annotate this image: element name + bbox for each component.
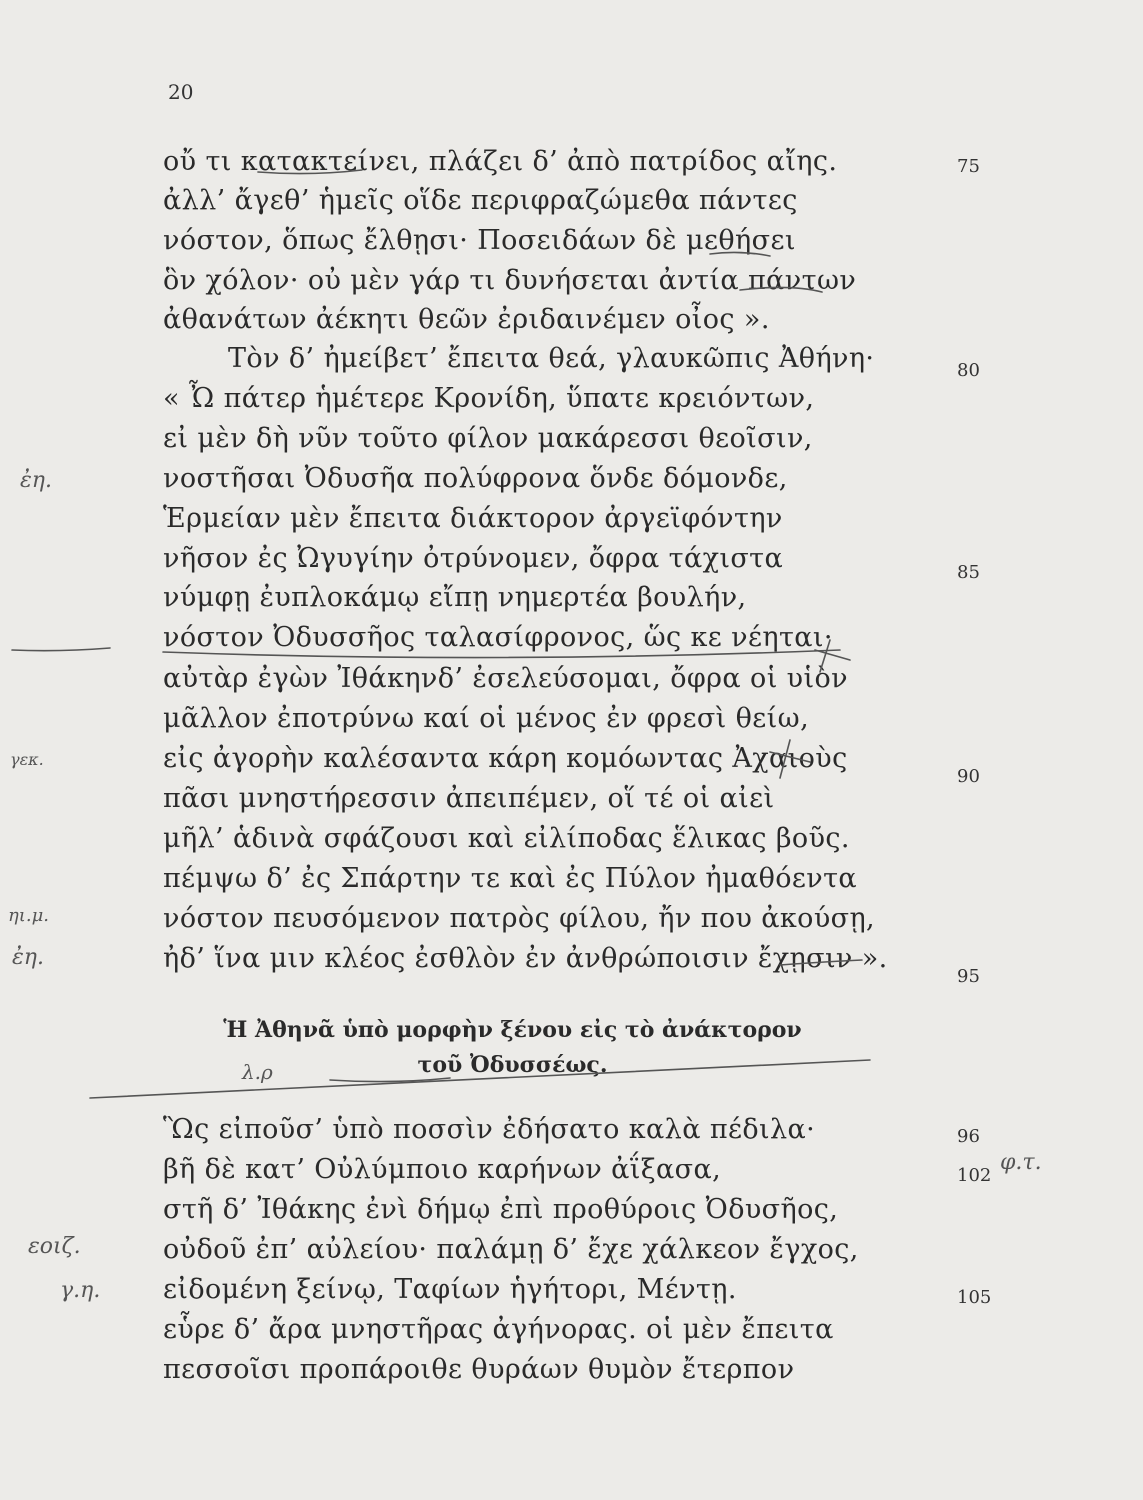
verse-line: βῆ δὲ κατ’ Οὐλύμποιο καρήνων ἀΐξασα, (163, 1154, 722, 1185)
line-number: 105 (957, 1287, 992, 1308)
line-number: 102 (957, 1165, 992, 1186)
verse-line: πέμψω δ’ ἐς Σπάρτην τε καὶ ἐς Πύλον ἠμαθόεντα (163, 863, 858, 894)
verse-line: Τὸν δ’ ἠμείβετ’ ἔπειτα θεά, γλαυκῶπις Ἀθήνη· (228, 343, 875, 374)
margin-stroke (815, 640, 850, 672)
margin-note: φ.τ. (1000, 1150, 1042, 1175)
verse-line: πᾶσι μνηστήρεσσιν ἀπειπέμεν, οἵ τέ οἱ αἰεὶ (163, 783, 775, 814)
verse-line: στῆ δ’ Ἰθάκης ἐνὶ δήμῳ ἐπὶ προθύροις Ὀδυσῆος, (163, 1194, 839, 1225)
line-number: 95 (957, 966, 980, 987)
pen-tick (770, 740, 810, 778)
margin-note: ἐη. (20, 468, 52, 493)
verse-line: ὃν χόλον· οὐ μὲν γάρ τι δυνήσεται ἀντία πάντων (163, 265, 857, 296)
line-number: 75 (957, 156, 980, 177)
verse-line: Ὣς εἰποῦσ’ ὑπὸ ποσσὶν ἐδήσατο καλὰ πέδιλα· (163, 1114, 816, 1145)
margin-note: εοιζ. (28, 1234, 81, 1259)
underline-mark (163, 650, 840, 658)
verse-line: νῆσον ἐς Ὠγυγίην ὀτρύνομεν, ὄφρα τάχιστα (163, 543, 784, 574)
line-number: 90 (957, 766, 980, 787)
verse-line: εἰδομένη ξείνῳ, Ταφίων ἡγήτορι, Μέντῃ. (163, 1274, 737, 1305)
margin-stroke (12, 648, 110, 651)
verse-line: νύμφῃ ἐυπλοκάμῳ εἴπῃ νημερτέα βουλήν, (163, 582, 747, 613)
verse-line: νόστον πευσόμενον πατρὸς φίλου, ἤν που ἀκούσῃ, (163, 903, 876, 934)
page-number: 20 (168, 80, 194, 104)
section-heading-line-2: τοῦ Ὀδυσσέως. (417, 1052, 608, 1078)
verse-line: μῆλ’ ἁδινὰ σφάζουσι καὶ εἰλίποδας ἕλικας βοῦς. (163, 823, 850, 854)
verse-line: Ἑρμείαν μὲν ἔπειτα διάκτορον ἀργεϊφόντην (163, 503, 783, 534)
margin-note: λ.ρ (242, 1060, 273, 1084)
section-heading: Ἡ Ἀθηνᾶ ὑπὸ μορφὴν ξένου εἰς τὸ ἀνάκτορον (223, 1017, 802, 1043)
line-number: 80 (957, 360, 980, 381)
margin-note: γ.η. (60, 1278, 101, 1303)
verse-line: οὔ τι κατακτείνει, πλάζει δ’ ἀπὸ πατρίδος αἴης. (163, 146, 838, 177)
verse-line: εὗρε δ’ ἄρα μνηστῆρας ἀγήνορας. οἱ μὲν ἔπειτα (163, 1314, 834, 1345)
verse-line: νόστον, ὅπως ἔλθῃσι· Ποσειδάων δὲ μεθήσει (163, 225, 796, 256)
line-number: 85 (957, 562, 980, 583)
verse-line: ἠδ’ ἵνα μιν κλέος ἐσθλὸν ἐν ἀνθρώποισιν ἔχῃσιν ». (163, 943, 888, 974)
margin-note: ἐη. (12, 945, 44, 970)
verse-line: μᾶλλον ἐποτρύνω καί οἱ μένος ἐν φρεσὶ θείω, (163, 703, 810, 734)
verse-line: ἀλλ’ ἄγεθ’ ἡμεῖς οἵδε περιφραζώμεθα πάντες (163, 185, 798, 216)
long-stroke (90, 1060, 870, 1098)
verse-line: εἰ μὲν δὴ νῦν τοῦτο φίλον μακάρεσσι θεοῖσιν, (163, 423, 813, 454)
line-number: 96 (957, 1126, 980, 1147)
underline-mark (258, 170, 362, 174)
verse-line: πεσσοῖσι προπάροιθε θυράων θυμὸν ἔτερπον (163, 1354, 795, 1385)
verse-line: νοστῆσαι Ὀδυσῆα πολύφρονα ὅνδε δόμονδε, (163, 463, 788, 494)
verse-line: εἰς ἀγορὴν καλέσαντα κάρη κομόωντας Ἀχαιοὺς (163, 743, 848, 774)
overline-mark (740, 287, 822, 292)
verse-line: οὐδοῦ ἐπ’ αὐλείου· παλάμῃ δ’ ἔχε χάλκεον ἔγχος, (163, 1234, 859, 1265)
verse-line: « Ὦ πάτερ ἡμέτερε Κρονίδη, ὕπατε κρειόντων, (163, 383, 815, 414)
verse-line: αὐτὰρ ἐγὼν Ἰθάκηνδ’ ἐσελεύσομαι, ὄφρα οἱ υἱὸν (163, 663, 848, 694)
margin-note: γεκ. (10, 750, 44, 769)
underline-mark (710, 252, 770, 256)
margin-note: ηι.μ. (8, 905, 49, 926)
verse-line: νόστον Ὀδυσσῆος ταλασίφρονος, ὥς κε νέηται· (163, 622, 833, 653)
verse-line: ἀθανάτων ἀέκητι θεῶν ἐριδαινέμεν οἶος ». (163, 304, 770, 335)
underline-mark (780, 960, 862, 965)
